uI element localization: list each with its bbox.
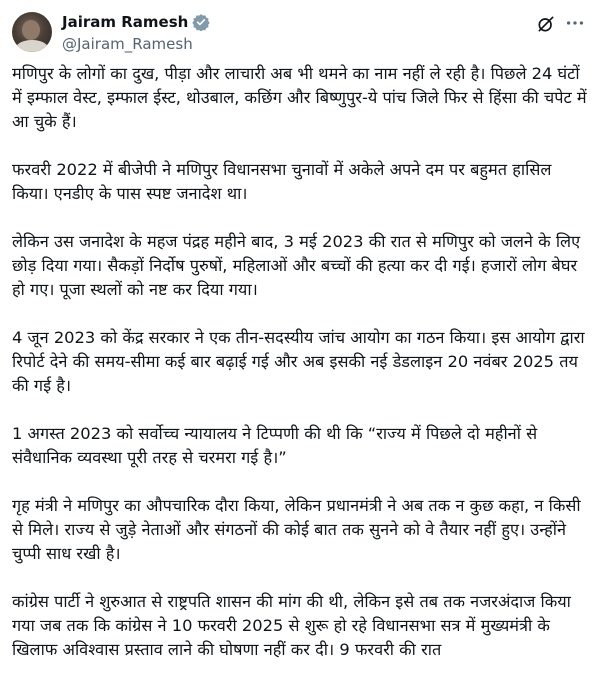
more-options-icon[interactable] [564,12,586,34]
author-handle[interactable]: @Jairam_Ramesh [62,35,193,53]
tweet-paragraph: लेकिन उस जनादेश के महज पंद्रह महीने बाद, 3 मई 2023 की रात से मणिपुर को जलने के लिए छोड़ दिया गया। सैकड़ों निर्दोष पुरुषों, महिलाओं और बच्चों की हत्या कर दी गई। हजारों लोग बेघर हो गए। पूजा स्थलों को नष्ट कर दिया गया। [12,232,581,299]
avatar-face [22,20,40,40]
tweet-text [12,62,592,686]
tweet-header [12,10,588,56]
tweet-paragraph: 1 अगस्त 2023 को सर्वोच्च न्यायालय ने टिप्पणी की थी कि “राज्य में पिछले दो महीनों से संवैधानिक व्यवस्था पूरी तरह से चरमरा गई है।” [12,424,538,467]
tweet-paragraph: 4 जून 2023 को केंद्र सरकार ने एक तीन-सदस्यीय जांच आयोग का गठन किया। इस आयोग द्वारा रिपोर्ट देने की समय-सीमा कई बार बढ़ाई गई और अब इसकी नई डेडलाइन 20 नवंबर 2025 तय की गई है। [12,328,585,395]
tweet-paragraph: गृह मंत्री ने मणिपुर का औपचारिक दौरा किया, लेकिन प्रधानमंत्री ने अब तक न कुछ कहा, न किसी से मिले। राज्य से जुड़े नेताओं और संगठनों की कोई बात तक सुनने को वे तैयार नहीं हुए। उन्होंने चुप्पी साध रखी है। [12,496,581,563]
author-name-row [62,12,210,32]
tweet-paragraph: कांग्रेस पार्टी ने शुरुआत से राष्ट्रपति शासन की मांग की थी, लेकिन इसे तब तक नजरअंदाज किया गया जब तक कि कांग्रेस ने 10 फरवरी 2025 से शुरू हो रहे विधानसभा सत्र में मुख्यमंत्री के खिलाफ अविश्वास प्रस्ताव लाने की घोषणा नहीं कर दी। 9 फरवरी की रात [12,592,571,659]
author-block [62,12,210,54]
verified-badge-icon [192,13,210,31]
tweet-paragraph: मणिपुर के लोगों का दुख, पीड़ा और लाचारी अब भी थमने का नाम नहीं ले रही है। पिछले 24 घंटों में इम्फाल वेस्ट, इम्फाल ईस्ट, थोउबाल, कछिंग और बिष्णुपुर-ये पांच जिले फिर से हिंसा की चपेट में आ चुके हैं। [12,64,587,131]
tweet-paragraph: फरवरी 2022 में बीजेपी ने मणिपुर विधानसभा चुनावों में अकेले अपने दम पर बहुमत हासिल किया। एनडीए के पास स्पष्ट जनादेश था। [12,160,552,203]
avatar-shirt [16,40,48,52]
avatar[interactable] [12,12,52,52]
author-display-name[interactable]: Jairam Ramesh [62,13,189,31]
grok-icon[interactable] [536,14,556,34]
